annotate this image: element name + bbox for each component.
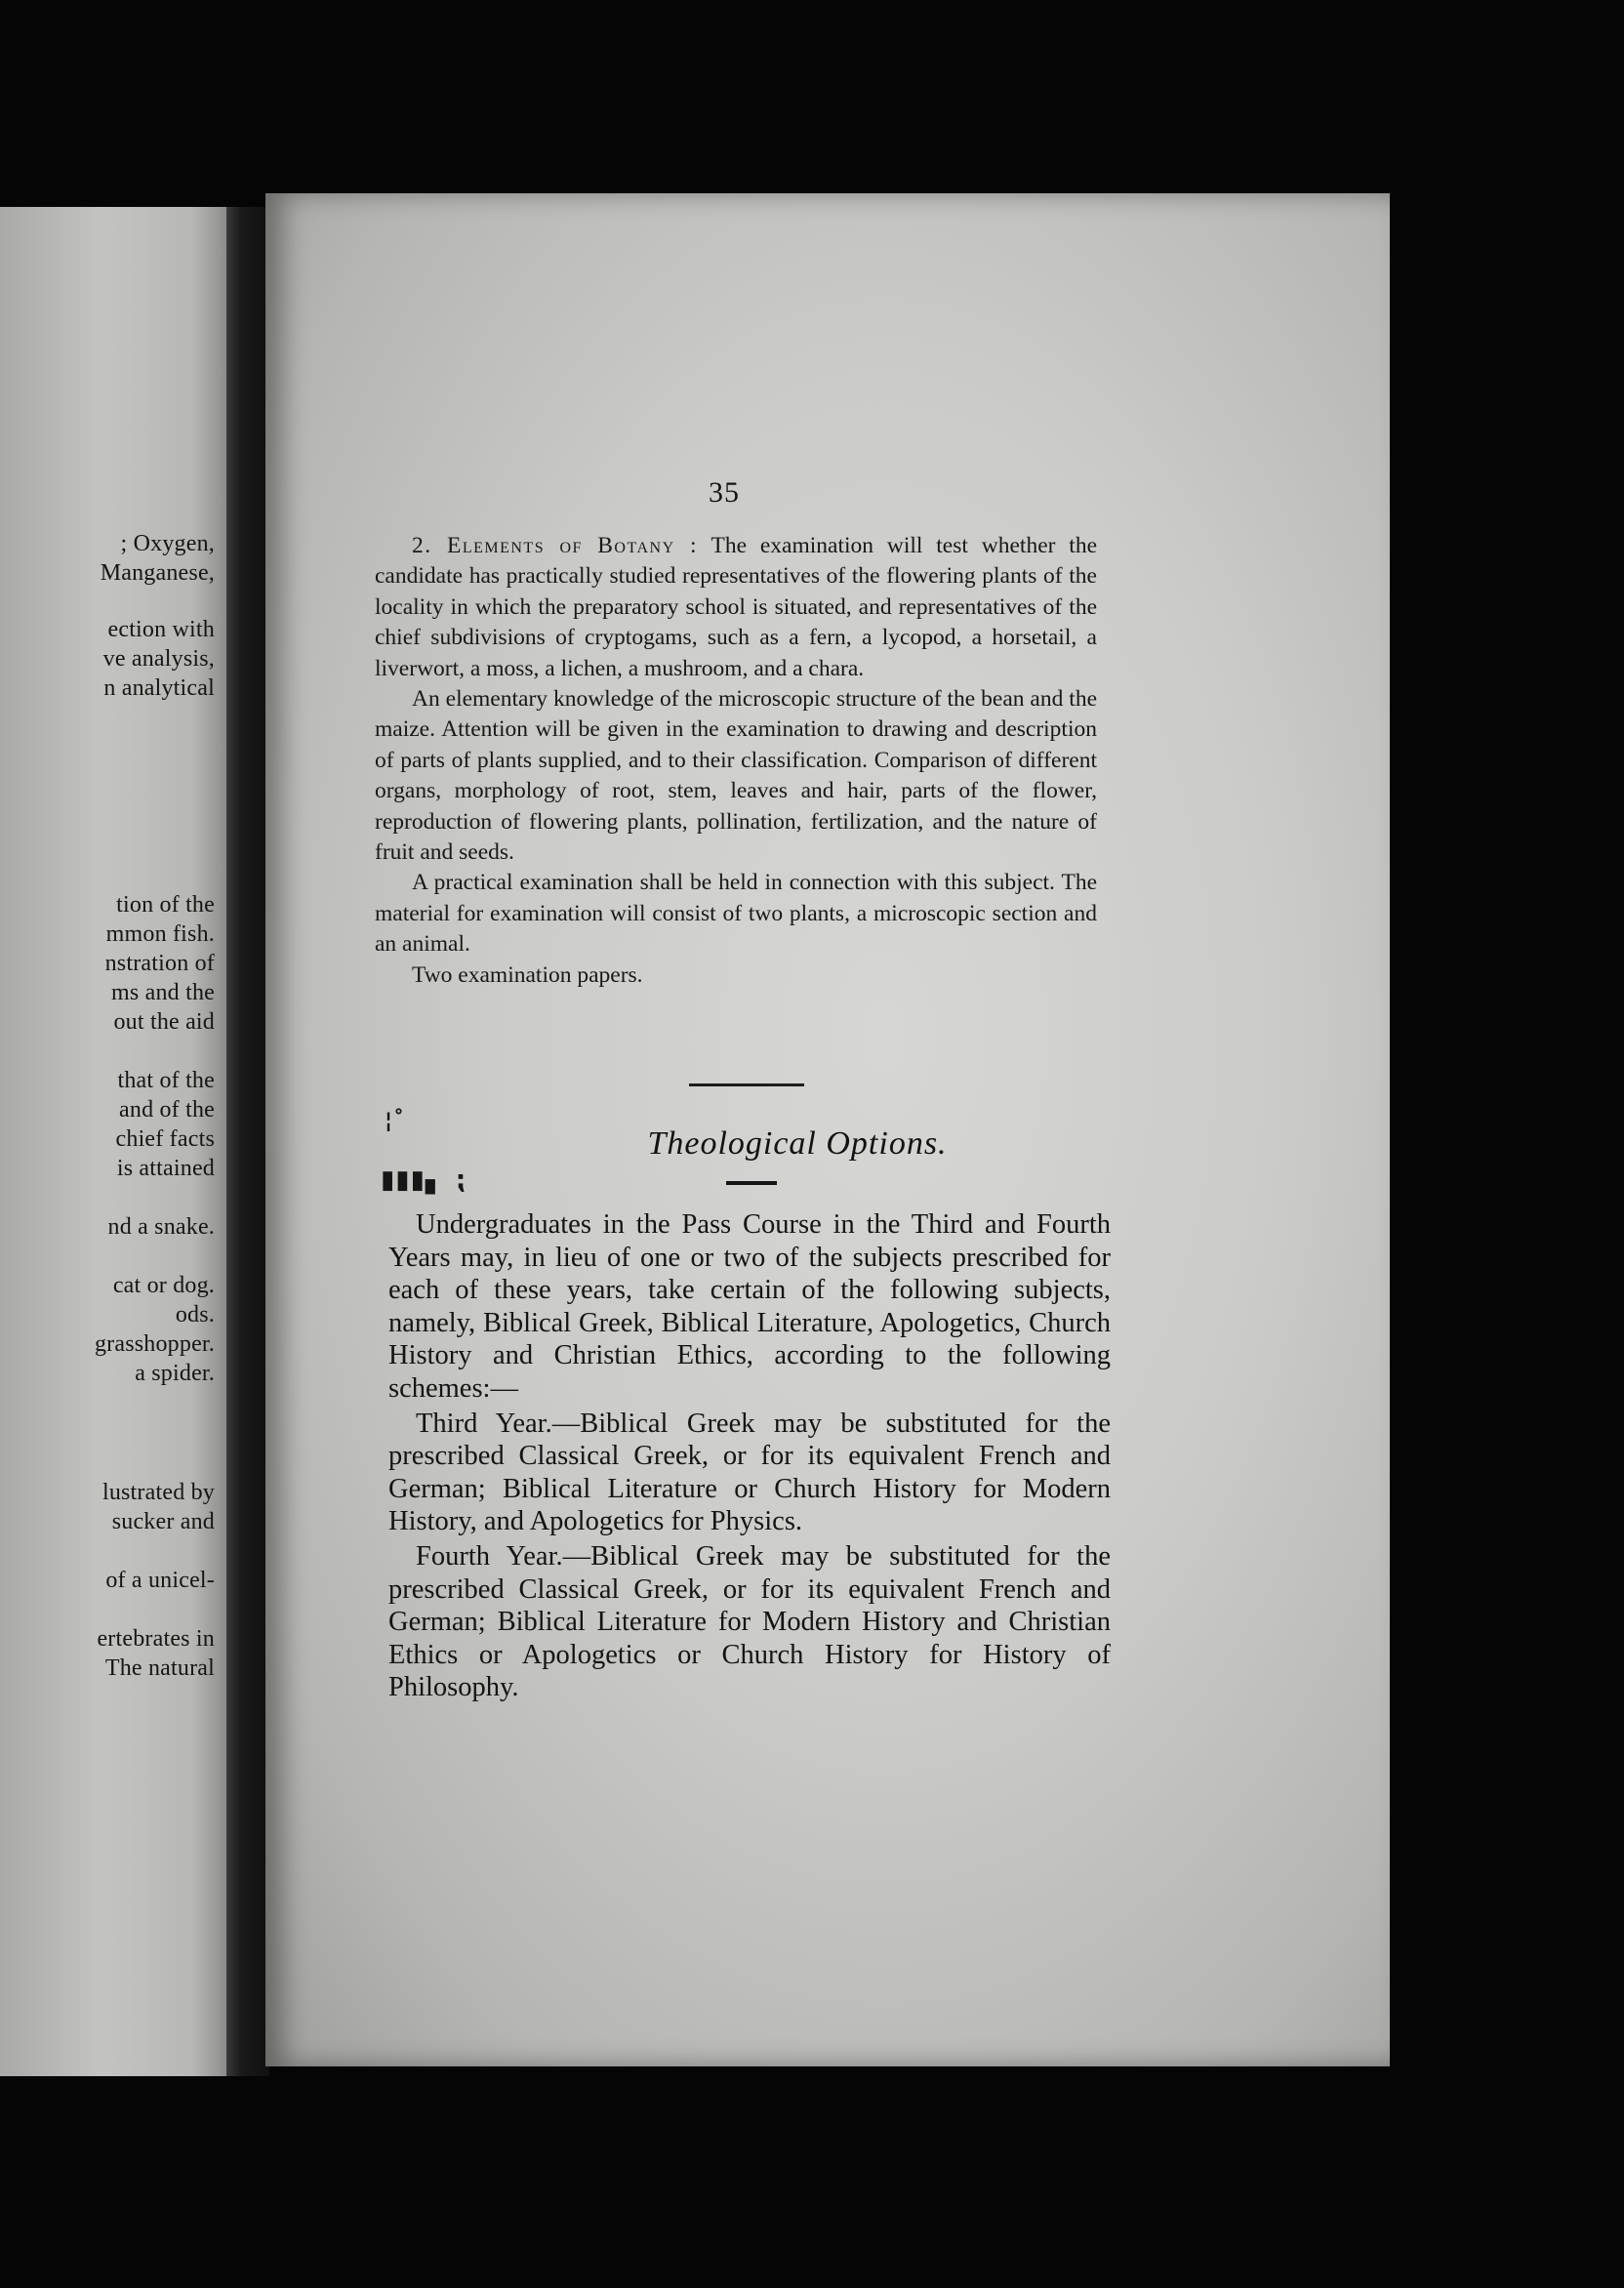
left-page-line: a spider. — [135, 1361, 215, 1386]
botany-paragraph-1 — [375, 531, 1097, 684]
section-title: Theological Options. — [647, 1125, 948, 1162]
left-page-line: nstration of — [104, 951, 215, 976]
page-number: 35 — [709, 476, 740, 509]
theology-paragraph-1: Undergraduates in the Pass Course in the Third and Fourth Years may, in lieu of one or two of the subjects prescribed for each of these years, take certain of the following subjects, namely, Biblical Greek, Biblical Literature, Apologetics, Church History and Christian Ethics, according to the following schemes:— — [388, 1209, 1111, 1404]
left-page-line: that of the — [117, 1068, 215, 1093]
left-page-line: and of the — [119, 1097, 215, 1123]
left-page-line: ection with — [107, 617, 215, 642]
theology-paragraph-2: Third Year.—Biblical Greek may be substituted for the prescribed Classical Greek, or for its equivalent French and German; Biblical Literature or Church History for Modern History, and Apologetics for Physics. — [388, 1408, 1111, 1537]
left-page-line: n analytical — [103, 675, 215, 701]
right-page — [265, 193, 1390, 2066]
left-page-line: of a unicel- — [105, 1568, 215, 1593]
left-page-line: Manganese, — [100, 560, 215, 586]
botany-section — [375, 531, 1097, 991]
binding-gutter — [226, 207, 269, 2076]
left-page-line: out the aid — [113, 1009, 215, 1035]
title-underline-rule — [726, 1181, 777, 1185]
theology-paragraph-3: Fourth Year.—Biblical Greek may be substituted for the prescribed Classical Greek, or for its equivalent French and German; Biblical Literature for Modern History and Christian Ethics or Apologetics or Church History for History of Philosophy. — [388, 1540, 1111, 1703]
ink-blot-mark: ▮▮▮▖ ⁏ — [381, 1165, 467, 1195]
left-page-line: ods. — [175, 1302, 215, 1328]
left-page-line: lustrated by — [102, 1480, 215, 1505]
left-page-line: cat or dog. — [112, 1273, 215, 1298]
botany-heading: 2. Elements of Botany : — [412, 533, 699, 558]
botany-paragraph-1-text: The examination will test whether the candidate has practically studied representatives of the flowering plants of the locality in which the preparatory school is situated, and representatives of the chief subdivisions of cryptogams, such as a fern, a lycopod, a horsetail, a liverwort, a moss, a lichen, a mushroom, and a chara. — [375, 533, 1098, 681]
left-page-line: chief facts — [115, 1126, 215, 1152]
left-facing-page — [0, 207, 226, 2076]
left-page-line: tion of the — [116, 892, 215, 918]
left-page-line: ertebrates in — [97, 1626, 215, 1652]
left-page-line: ms and the — [111, 980, 215, 1005]
botany-paragraph-3: A practical examination shall be held in connection with this subject. The material for examination will consist of two plants, a microscopic section and an animal. — [375, 870, 1097, 958]
left-page-line: ; Oxygen, — [120, 531, 215, 556]
botany-paragraph-2: An elementary knowledge of the microscopic structure of the bean and the maize. Attention will be given in the examination to drawing and description of parts of plants supplied, and to their classification. Comparison of different organs, morphology of root, stem, leaves and hair, parts of the flower, reproduction of flowering plants, pollination, fertilization, and the nature of fruit and seeds. — [375, 686, 1097, 866]
left-page-line: grasshopper. — [94, 1331, 215, 1357]
theological-options-section — [388, 1208, 1111, 1704]
left-page-line: is attained — [116, 1156, 215, 1181]
left-page-line: nd a snake. — [107, 1214, 215, 1240]
botany-paragraph-4: Two examination papers. — [412, 961, 643, 988]
ink-blot-mark: ¦˚ — [385, 1109, 406, 1133]
left-page-line: ve analysis, — [102, 646, 215, 672]
left-page-line: sucker and — [111, 1509, 215, 1534]
left-page-line: mmon fish. — [105, 921, 215, 947]
left-page-line: The natural — [104, 1655, 215, 1681]
section-divider-rule — [689, 1083, 804, 1086]
